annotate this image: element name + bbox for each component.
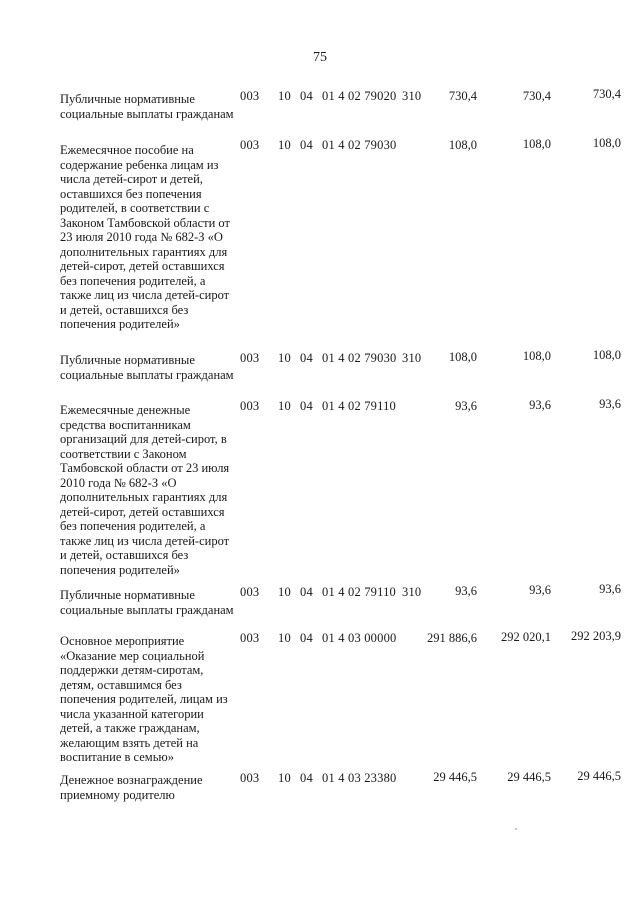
value-year-2: 108,0 — [522, 349, 551, 363]
code-csr: 01 4 02 79110 — [322, 399, 397, 413]
value-year-3: 108,0 — [592, 348, 621, 362]
code-vr: 310 — [402, 89, 422, 103]
value-year-3: 108,0 — [592, 136, 621, 150]
code-grbs: 003 — [240, 631, 260, 645]
code-grbs: 003 — [240, 89, 260, 103]
value-year-1: 291 886,6 — [427, 631, 477, 645]
code-grbs: 003 — [240, 771, 260, 785]
code-grbs: 003 — [240, 351, 260, 365]
code-pr: 04 — [300, 631, 313, 645]
code-grbs: 003 — [240, 585, 260, 599]
value-year-1: 93,6 — [455, 399, 477, 413]
code-pr: 04 — [300, 351, 313, 365]
code-pr: 04 — [300, 399, 313, 413]
code-rz: 10 — [278, 399, 291, 413]
code-vr: 310 — [402, 351, 422, 365]
code-rz: 10 — [278, 771, 291, 785]
value-year-2: 93,6 — [529, 583, 551, 597]
code-rz: 10 — [278, 89, 291, 103]
code-pr: 04 — [300, 771, 313, 785]
code-rz: 10 — [278, 585, 291, 599]
value-year-2: 93,6 — [529, 398, 551, 412]
code-csr: 01 4 02 79020 — [322, 89, 397, 103]
value-year-3: 730,4 — [592, 87, 621, 101]
row-name: Публичные нормативные социальные выплаты гражданам — [60, 353, 234, 382]
code-grbs: 003 — [240, 138, 260, 152]
code-csr: 01 4 02 79030 — [322, 351, 397, 365]
code-pr: 04 — [300, 138, 313, 152]
value-year-3: 93,6 — [599, 582, 621, 596]
code-csr: 01 4 03 00000 — [322, 631, 397, 645]
code-csr: 01 4 03 23380 — [322, 771, 397, 785]
row-name: Публичные нормативные социальные выплаты гражданам — [60, 588, 234, 617]
code-rz: 10 — [278, 631, 291, 645]
code-csr: 01 4 02 79030 — [322, 138, 397, 152]
row-name: Ежемесячное пособие на содержание ребенка лицам из числа детей-сирот и детей, оставшихся без попечения родителей, в соответствии с Законом Тамбовской области от 23 июля 2010 года № 682-З «О дополнительных гарантиях для детей-сирот, детей оставшихся без попечения родителей, а также лиц из числа детей-сирот и детей, оставшихся без попечения родителей» — [60, 143, 230, 331]
value-year-3: 93,6 — [599, 397, 621, 411]
code-pr: 04 — [300, 585, 313, 599]
value-year-2: 730,4 — [522, 89, 551, 103]
value-year-3: 29 446,5 — [577, 769, 621, 783]
value-year-1: 730,4 — [448, 89, 477, 103]
code-grbs: 003 — [240, 399, 260, 413]
row-name: Основное мероприятие «Оказание мер социальной поддержки детям-сиротам, детям, оставшимся без попечения родителей, лицам из числа указанной категории детей, а также гражданам, желающим взять детей на воспитание в семью» — [60, 634, 228, 764]
page-number: 75 — [313, 50, 327, 65]
code-vr: 310 — [402, 585, 422, 599]
row-name: Публичные нормативные социальные выплаты гражданам — [60, 92, 234, 121]
value-year-2: 29 446,5 — [507, 770, 551, 784]
row-name: Денежное вознаграждение приемному родителю — [60, 773, 203, 802]
value-year-1: 29 446,5 — [433, 770, 477, 784]
code-csr: 01 4 02 79110 — [322, 585, 397, 599]
code-rz: 10 — [278, 138, 291, 152]
value-year-1: 93,6 — [455, 584, 477, 598]
value-year-2: 292 020,1 — [501, 630, 551, 644]
value-year-2: 108,0 — [522, 137, 551, 151]
value-year-1: 108,0 — [448, 138, 477, 152]
row-name: Ежемесячные денежные средства воспитанникам организаций для детей-сирот, в соответствии с Законом Тамбовской области от 23 июля 2010 года № 682-З «О дополнительных гарантиях для детей-сирот, детей оставшихся без попечения родителей, а также лиц из числа детей-сирот и детей, оставшихся без попечения родителей» — [60, 403, 230, 577]
code-rz: 10 — [278, 351, 291, 365]
value-year-3: 292 203,9 — [571, 629, 621, 643]
code-pr: 04 — [300, 89, 313, 103]
scan-speck — [515, 828, 517, 830]
value-year-1: 108,0 — [448, 350, 477, 364]
